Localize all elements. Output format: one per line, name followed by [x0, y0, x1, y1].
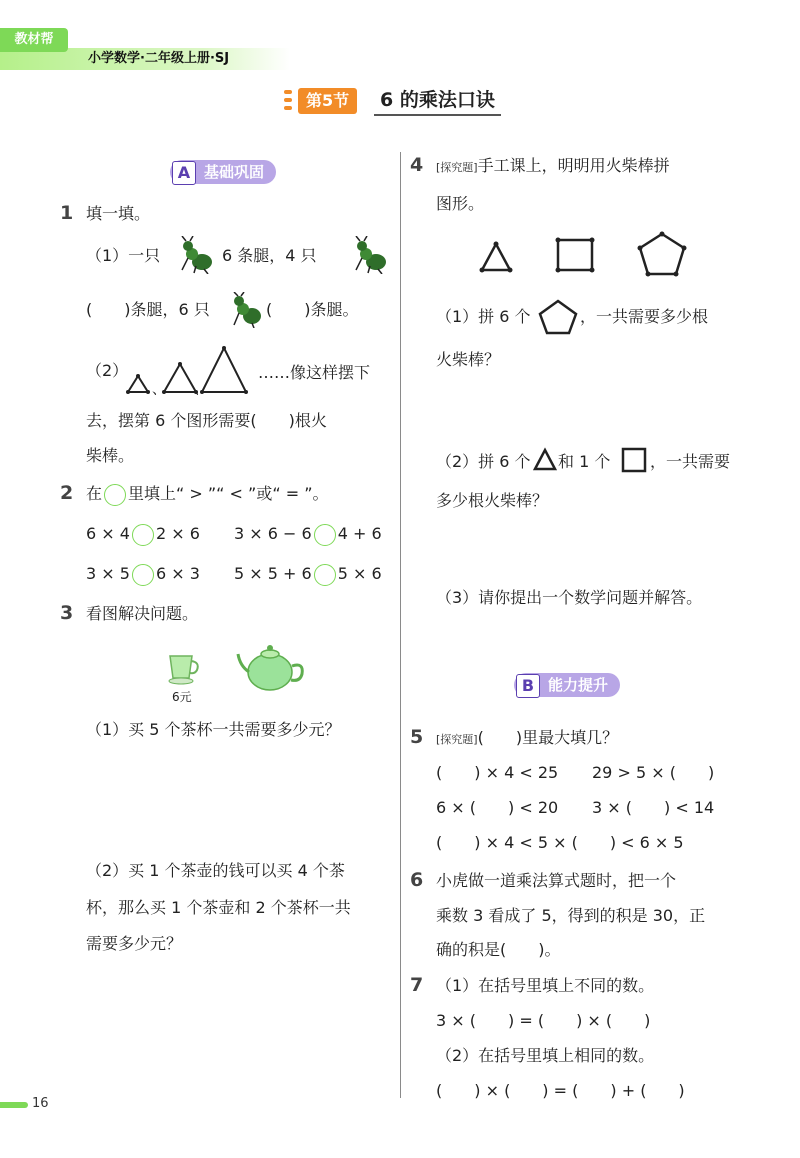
q5-line-2b: 3 × ( ) < 14 [592, 798, 715, 817]
q1-p1-c: ( )条腿，6 只 [86, 300, 210, 319]
question-number-5: 5 [410, 726, 424, 748]
q4-title-text: 手工课上，明明用火柴棒拼 [477, 156, 670, 175]
q6-line-1: 小虎做一道乘法算式题时，把一个 [436, 871, 677, 890]
section-title: 6 的乘法口诀 [374, 86, 501, 116]
q2-row-2b [234, 563, 382, 586]
q4-tag: [探究题] [436, 161, 478, 174]
footer-bar [0, 1102, 28, 1108]
q4-p1-a: （1）拼 6 个 [436, 307, 531, 326]
q7-line-4: ( ) × ( ) = ( ) + ( ) [436, 1081, 685, 1100]
q3-p1: （1）买 5 个茶杯一共需要多少元？ [86, 720, 341, 739]
page-number: 16 [32, 1096, 49, 1111]
cup-price: 6元 [172, 690, 192, 704]
q5-line-1b: 29 > 5 × ( ) [592, 763, 715, 782]
q2-expr: 3 × 5 [86, 564, 130, 583]
q2-expr: 4 + 6 [337, 524, 382, 543]
svg-text:、: 、 [194, 382, 208, 398]
q1-p1-a: （1）一只 [86, 246, 161, 265]
q2-title-b: 里填上“ > ”“ < ”或“ = ”。 [128, 484, 329, 503]
section-badge: 第5节 [298, 88, 357, 114]
q3-p2-c: 需要多少元？ [86, 934, 183, 953]
q3-p2-a: （2）买 1 个茶壶的钱可以买 4 个茶 [86, 861, 345, 880]
q4-title-a [436, 155, 670, 179]
q5-tag: [探究题] [436, 733, 478, 746]
question-number-1: 1 [60, 202, 74, 224]
question-number-4: 4 [410, 154, 424, 176]
svg-text:、: 、 [152, 382, 166, 398]
q7-line-3: （2）在括号里填上相同的数。 [436, 1046, 655, 1065]
q2-title-a: 在 [86, 484, 103, 503]
answer-circle[interactable] [314, 564, 336, 586]
column-divider [400, 152, 401, 1098]
q4-p2-d: 多少根火柴棒？ [436, 491, 549, 510]
q2-expr: 5 × 6 [337, 564, 382, 583]
question-number-2: 2 [60, 482, 74, 504]
question-number-3: 3 [60, 602, 74, 624]
ant-icon [178, 236, 214, 274]
q6-line-2: 乘数 3 看成了 5，得到的积是 30，正 [436, 906, 706, 925]
question-number-6: 6 [410, 869, 424, 891]
q1-p2-d: 柴棒。 [86, 446, 135, 465]
triangle-pattern-figure [114, 342, 254, 398]
q4-p1-b: ，一共需要多少根 [580, 307, 709, 326]
q7-line-1: （1）在括号里填上不同的数。 [436, 976, 655, 995]
q2-expr: 6 × 3 [155, 564, 200, 583]
q4-title-b: 图形。 [436, 194, 485, 213]
answer-circle[interactable] [132, 524, 154, 546]
q1-p1-d: ( )条腿。 [266, 300, 359, 319]
ant-icon [352, 236, 388, 274]
q2-expr: 5 × 5 + 6 [234, 564, 312, 583]
q4-p2-a: （2）拼 6 个 [436, 452, 531, 471]
q2-expr: 3 × 6 − 6 [234, 524, 312, 543]
q2-title [86, 483, 329, 506]
pentagon-icon [536, 298, 580, 336]
q3-title: 看图解决问题。 [86, 604, 199, 623]
q3-p2-b: 杯，那么买 1 个茶壶和 2 个茶杯一共 [86, 898, 351, 917]
q1-p2-c: 去，摆第 6 个图形需要( )根火 [86, 411, 327, 430]
book-title: 小学数学·二年级上册·SJ [88, 51, 230, 66]
part-a-label: 基础巩固 [204, 163, 265, 181]
square-icon [620, 446, 648, 474]
q2-row-2 [86, 563, 200, 586]
q5-line-2a: 6 × ( ) < 20 [436, 798, 559, 817]
compare-circle-icon [104, 484, 126, 506]
answer-circle[interactable] [314, 524, 336, 546]
q1-p2-b: ……像这样摆下 [258, 363, 371, 382]
part-b-label: 能力提升 [548, 676, 609, 694]
q7-line-2: 3 × ( ) = ( ) × ( ) [436, 1011, 651, 1030]
q5-line-3: ( ) × 4 < 5 × ( ) < 6 × 5 [436, 833, 684, 852]
q4-p2-b: 和 1 个 [558, 452, 611, 471]
part-b-letter: B [516, 674, 540, 698]
matchstick-shapes-figure [470, 228, 710, 284]
teacup-icon [166, 652, 202, 686]
q4-p3: （3）请你提出一个数学问题并解答。 [436, 588, 703, 607]
q4-p2-c: ，一共需要 [650, 452, 731, 471]
q2-expr: 2 × 6 [155, 524, 200, 543]
part-a-badge [170, 160, 276, 184]
ant-icon [230, 292, 264, 328]
teapot-icon [236, 638, 306, 694]
answer-circle[interactable] [132, 564, 154, 586]
brand-label: 教材帮 [0, 28, 68, 52]
triangle-icon [532, 446, 558, 472]
q1-p2-a: （2） [86, 361, 129, 380]
section-decoration [284, 90, 294, 114]
q5-title [436, 727, 618, 751]
question-number-7: 7 [410, 974, 424, 996]
q2-row-1b [234, 523, 382, 546]
q1-title: 填一填。 [86, 204, 151, 223]
q6-line-3: 确的积是( )。 [436, 940, 561, 959]
q1-p1-b: 6 条腿，4 只 [222, 246, 317, 265]
q2-expr: 6 × 4 [86, 524, 130, 543]
q5-line-1a: ( ) × 4 < 25 [436, 763, 559, 782]
q2-row-1 [86, 523, 200, 546]
part-b-badge [514, 673, 620, 697]
part-a-letter: A [172, 161, 196, 185]
q5-title-text: ( )里最大填几？ [477, 728, 619, 747]
q4-p1-c: 火柴棒？ [436, 350, 501, 369]
